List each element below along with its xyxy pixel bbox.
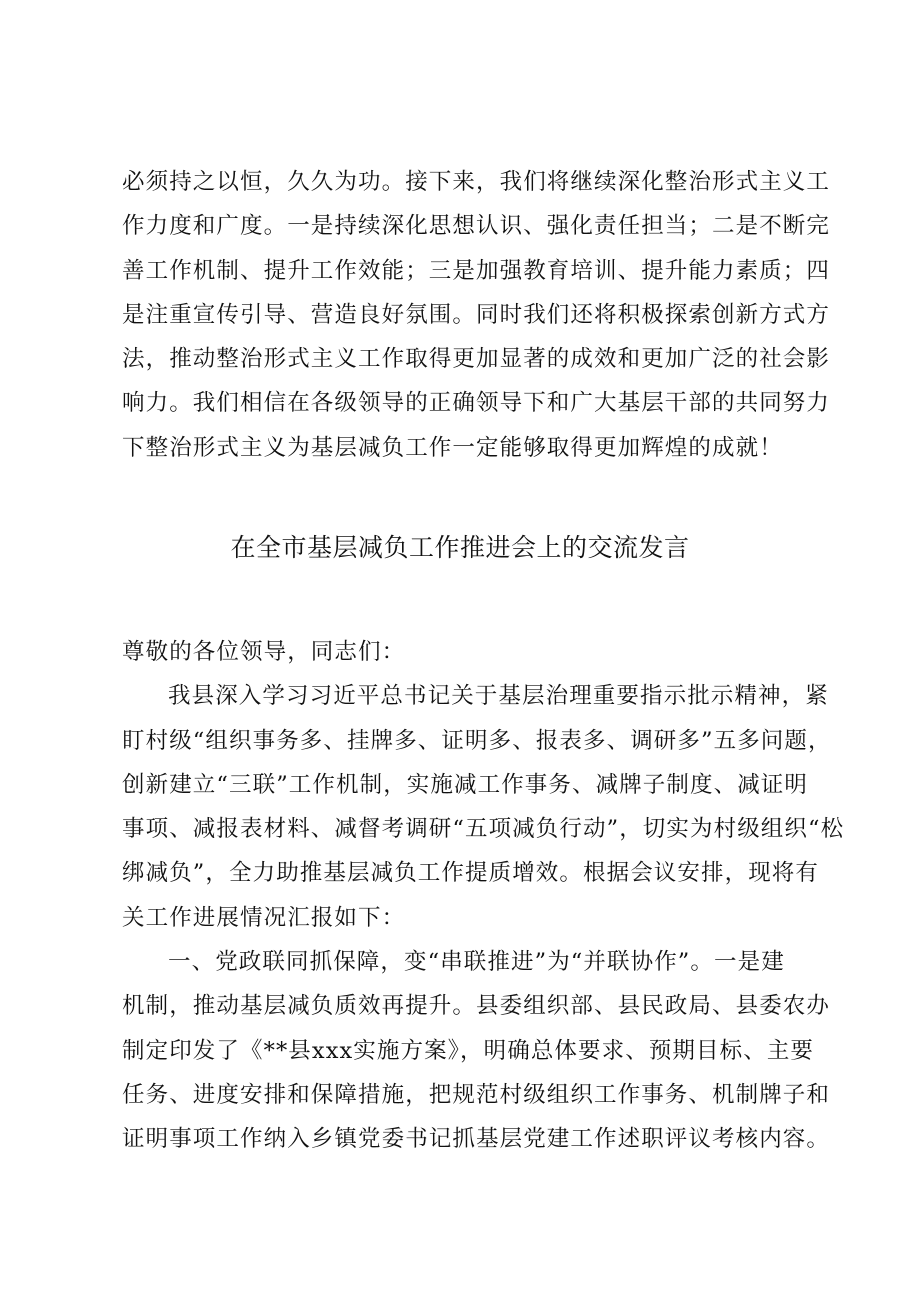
text-line: 必须持之以恒，久久为功。接下来，我们将继续深化整治形式主义工 xyxy=(122,169,831,195)
text-line: 制定印发了《**县xxx实施方案》，明确总体要求、预期目标、主要 xyxy=(122,1037,815,1064)
speech-title: 在全市基层减负工作推进会上的交流发言 xyxy=(230,533,690,562)
text-line: 下整治形式主义为基层减负工作一定能够取得更加辉煌的成就！ xyxy=(122,434,783,461)
text-line: 创新建立“三联”工作机制，实施减工作事务、减牌子制度、减证明 xyxy=(122,771,809,798)
text-line: 法，推动整治形式主义工作取得更加显著的成效和更加广泛的社会影 xyxy=(122,346,831,373)
text-line: 善工作机制、提升工作效能；三是加强教育培训、提升能力素质；四 xyxy=(122,257,831,284)
text-line: 盯村级“组织事务多、挂牌多、证明多、报表多、调研多”五多问题， xyxy=(122,727,832,754)
text-line: 我县深入学习习近平总书记关于基层治理重要指示批示精神，紧 xyxy=(168,683,829,710)
text-line: 是注重宣传引导、营造良好氛围。同时我们还将积极探索创新方式方 xyxy=(122,301,831,328)
text-line: 任务、进度安排和保障措施，把规范村级组织工作事务、机制牌子和 xyxy=(122,1081,831,1108)
salutation: 尊敬的各位领导，同志们： xyxy=(122,639,406,665)
text-line: 一、党政联同抓保障，变“串联推进”为“并联协作”。一是建 xyxy=(168,949,785,976)
text-line: 作力度和广度。一是持续深化思想认识、强化责任担当；二是不断完 xyxy=(122,213,831,240)
continuation-paragraph xyxy=(122,160,831,470)
text-line: 绑减负”，全力助推基层减负工作提质增效。根据会议安排，现将有 xyxy=(122,860,820,887)
text-line: 证明事项工作纳入乡镇党委书记抓基层党建工作述职评议考核内容。 xyxy=(122,1126,831,1153)
speech-body xyxy=(122,630,845,1162)
text-line: 响力。我们相信在各级领导的正确领导下和广大基层干部的共同努力 xyxy=(122,390,831,417)
text-line: 机制，推动基层减负质效再提升。县委组织部、县民政局、县委农办 xyxy=(122,993,831,1020)
text-line: 关工作进展情况汇报如下： xyxy=(122,904,406,931)
text-line: 事项、减报表材料、减督考调研“五项减负行动”，切实为村级组织“松 xyxy=(122,816,845,843)
